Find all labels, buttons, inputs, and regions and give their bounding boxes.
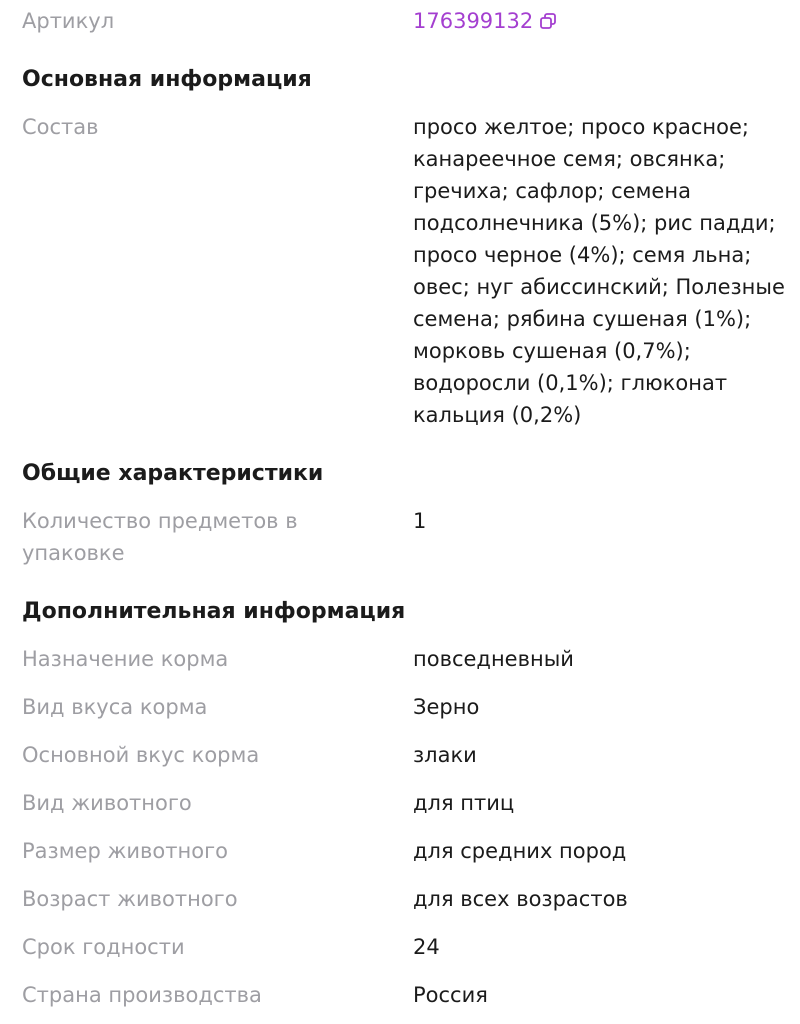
spec-row-feed-purpose <box>22 643 782 675</box>
article-number[interactable]: 176399132 <box>413 9 534 33</box>
spec-label: Срок годности <box>22 935 185 959</box>
spec-row-flavor-type <box>22 691 782 723</box>
spec-value: Россия <box>413 983 488 1007</box>
spec-row-main-flavor <box>22 739 782 771</box>
composition-line: канареечное семя; овсянка; <box>413 147 726 171</box>
spec-label: Основной вкус корма <box>22 743 260 767</box>
spec-label: Назначение корма <box>22 647 229 671</box>
spec-label: Вид вкуса корма <box>22 695 208 719</box>
spec-label: Размер животного <box>22 839 228 863</box>
spec-row-animal-type <box>22 787 782 819</box>
spec-value: для средних пород <box>413 839 627 863</box>
items-count-label-line: Количество предметов в <box>22 509 298 533</box>
composition-line: просо черное (4%); семя льна; <box>413 243 752 267</box>
composition-row <box>22 111 785 431</box>
article-row <box>22 5 782 37</box>
composition-label: Состав <box>22 115 99 139</box>
article-label: Артикул <box>22 9 115 33</box>
spec-label: Вид животного <box>22 791 192 815</box>
section-title-main-info: Основная информация <box>22 67 312 92</box>
copy-icon[interactable] <box>539 12 557 30</box>
items-count-value: 1 <box>413 509 427 533</box>
composition-line: овес; нуг абиссинский; Полезные <box>413 275 785 299</box>
spec-row-animal-age <box>22 883 782 915</box>
section-title-general: Общие характеристики <box>22 461 324 486</box>
spec-value: для птиц <box>413 791 515 815</box>
spec-label: Страна производства <box>22 983 262 1007</box>
spec-value: Зерно <box>413 695 480 719</box>
composition-line: просо желтое; просо красное; <box>413 115 749 139</box>
spec-row-shelf-life <box>22 931 782 963</box>
composition-value <box>413 111 785 431</box>
items-count-label <box>22 505 362 569</box>
spec-value: повседневный <box>413 647 574 671</box>
items-count-row <box>22 505 782 569</box>
composition-line: семена; рябина сушеная (1%); <box>413 307 752 331</box>
spec-value: 24 <box>413 935 440 959</box>
spec-row-country <box>22 979 782 1011</box>
composition-line: морковь сушеная (0,7%); <box>413 339 691 363</box>
composition-line: водоросли (0,1%); глюконат <box>413 371 728 395</box>
composition-line: гречиха; сафлор; семена <box>413 179 691 203</box>
article-value[interactable] <box>413 5 785 37</box>
composition-line: кальция (0,2%) <box>413 403 582 427</box>
section-title-additional: Дополнительная информация <box>22 599 406 624</box>
spec-row-animal-size <box>22 835 782 867</box>
spec-value: злаки <box>413 743 477 767</box>
items-count-label-line: упаковке <box>22 541 125 565</box>
spec-label: Возраст животного <box>22 887 238 911</box>
composition-line: подсолнечника (5%); рис падди; <box>413 211 776 235</box>
spec-value: для всех возрастов <box>413 887 628 911</box>
